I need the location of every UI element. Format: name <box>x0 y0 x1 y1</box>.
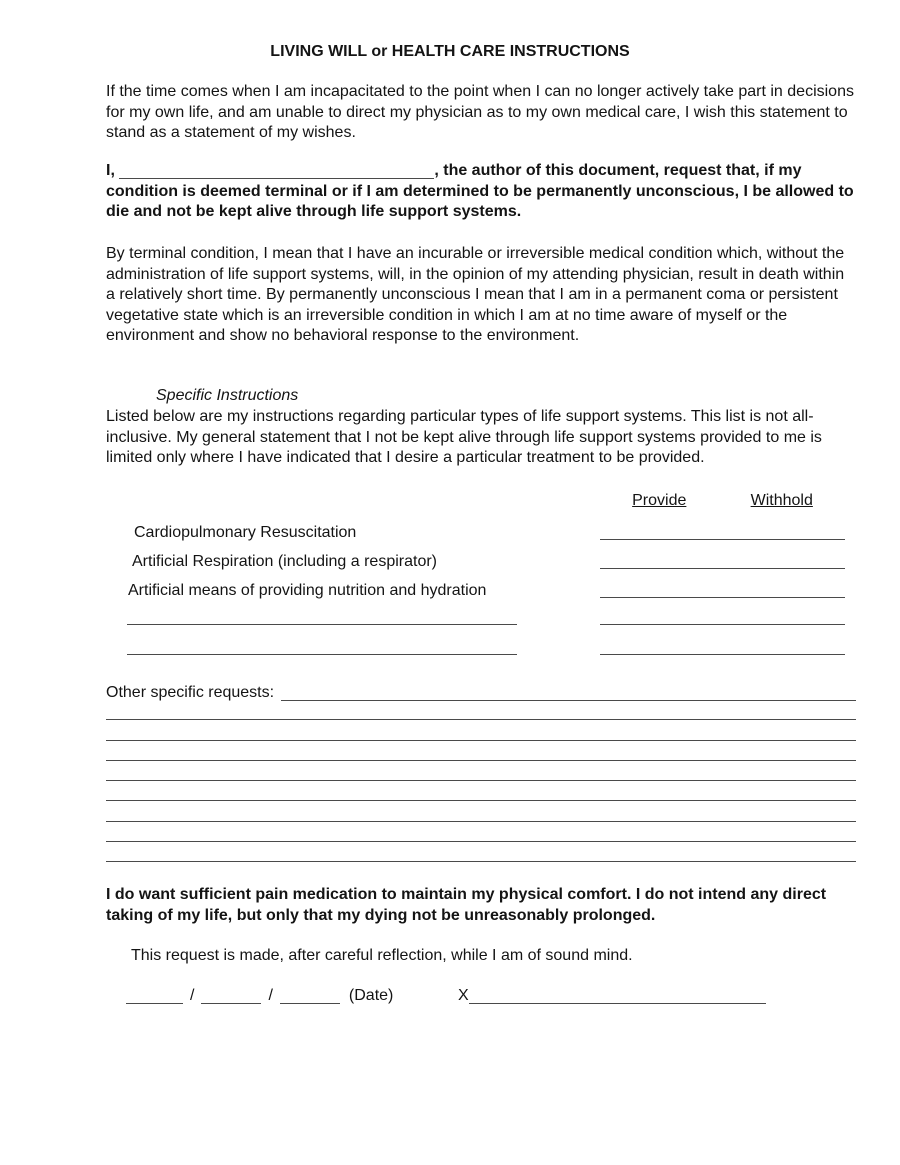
author-request-suffix: , the author of this document, request that, if my condition is deemed terminal or if I am determined to be permanently unconscious, I be allowed to die and not be kept alive through life support systems. <box>106 162 854 220</box>
table-row-respiration <box>106 552 856 571</box>
other-requests-blank-line[interactable] <box>106 842 856 862</box>
treatment-label: Artificial Respiration (including a respirator) <box>132 553 438 570</box>
date-separator: / <box>268 987 273 1004</box>
pain-medication-paragraph: I do want sufficient pain medication to maintain my physical comfort. I do not intend any direct taking of my life, but only that my dying not be unreasonably prolonged. <box>106 886 827 924</box>
date-separator: / <box>190 987 195 1004</box>
author-request-paragraph <box>106 161 856 223</box>
support-table-blank-row <box>106 625 856 655</box>
provide-withhold-blank-respiration[interactable] <box>600 568 845 569</box>
provide-column-header: Provide <box>632 492 687 509</box>
date-label: (Date) <box>348 987 394 1004</box>
other-requests-blank-line[interactable] <box>106 761 856 781</box>
provide-withhold-blank[interactable] <box>600 654 845 655</box>
instructions-intro-paragraph: Listed below are my instructions regarding particular types of life support systems. This list is not all-inclusive. My general statement that I not be kept alive through life support systems provided to me is limited only where I have indicated that I desire a particular treatment to be provided. <box>106 408 822 466</box>
treatment-label: Cardiopulmonary Resuscitation <box>134 524 357 541</box>
treatment-label: Artificial means of providing nutrition and hydration <box>128 582 487 599</box>
date-signature-row <box>126 986 856 1010</box>
other-requests-blank-line[interactable] <box>106 801 856 821</box>
author-name-blank[interactable] <box>119 165 434 179</box>
date-year-blank[interactable] <box>280 990 340 1004</box>
treatment-name-blank[interactable] <box>127 654 517 655</box>
support-table-blank-row <box>106 595 856 625</box>
other-requests-blank-line[interactable] <box>106 822 856 842</box>
date-month-blank[interactable] <box>126 990 183 1004</box>
other-requests-blank-line[interactable] <box>106 720 856 740</box>
specific-instructions-heading: Specific Instructions <box>156 387 299 404</box>
other-requests-lines <box>106 700 856 862</box>
page-title: LIVING WILL or HEALTH CARE INSTRUCTIONS <box>270 43 630 60</box>
other-requests-blank[interactable] <box>281 683 856 701</box>
intro-paragraph: If the time comes when I am incapacitated to the point when I can no longer actively take part in decisions for my own life, and am unable to direct my physician as to my own medical care, I wish this statement to stand as a statement of my wishes. <box>106 83 854 141</box>
withhold-column-header: Withhold <box>750 492 813 509</box>
author-request-prefix: I, <box>106 162 115 179</box>
table-row-cpr <box>106 523 856 542</box>
other-requests-label: Other specific requests: <box>106 684 275 701</box>
support-table-header <box>600 491 845 512</box>
terminal-definition-paragraph: By terminal condition, I mean that I have an incurable or irreversible medical condition which, without the administration of life support systems, will, in the opinion of my attending physician, result in death within a relatively short time. By permanently unconscious I mean that I am in a permanent coma or persistent vegetative state which is an irreversible condition in which I am at no time aware of myself or the environment and show no behavioral response to the environment. <box>106 245 845 344</box>
support-table <box>106 491 856 663</box>
other-requests-blank-line[interactable] <box>106 781 856 801</box>
support-table-blank-rows <box>106 595 856 655</box>
other-requests-blank-line[interactable] <box>106 700 856 720</box>
other-requests-blank-line[interactable] <box>106 741 856 761</box>
sound-mind-statement: This request is made, after careful reflection, while I am of sound mind. <box>131 947 633 964</box>
provide-withhold-blank-cpr[interactable] <box>600 539 845 540</box>
date-day-blank[interactable] <box>201 990 261 1004</box>
signature-line[interactable] <box>469 990 766 1004</box>
signature-group <box>458 986 766 1007</box>
signature-x-mark: X <box>458 987 469 1004</box>
